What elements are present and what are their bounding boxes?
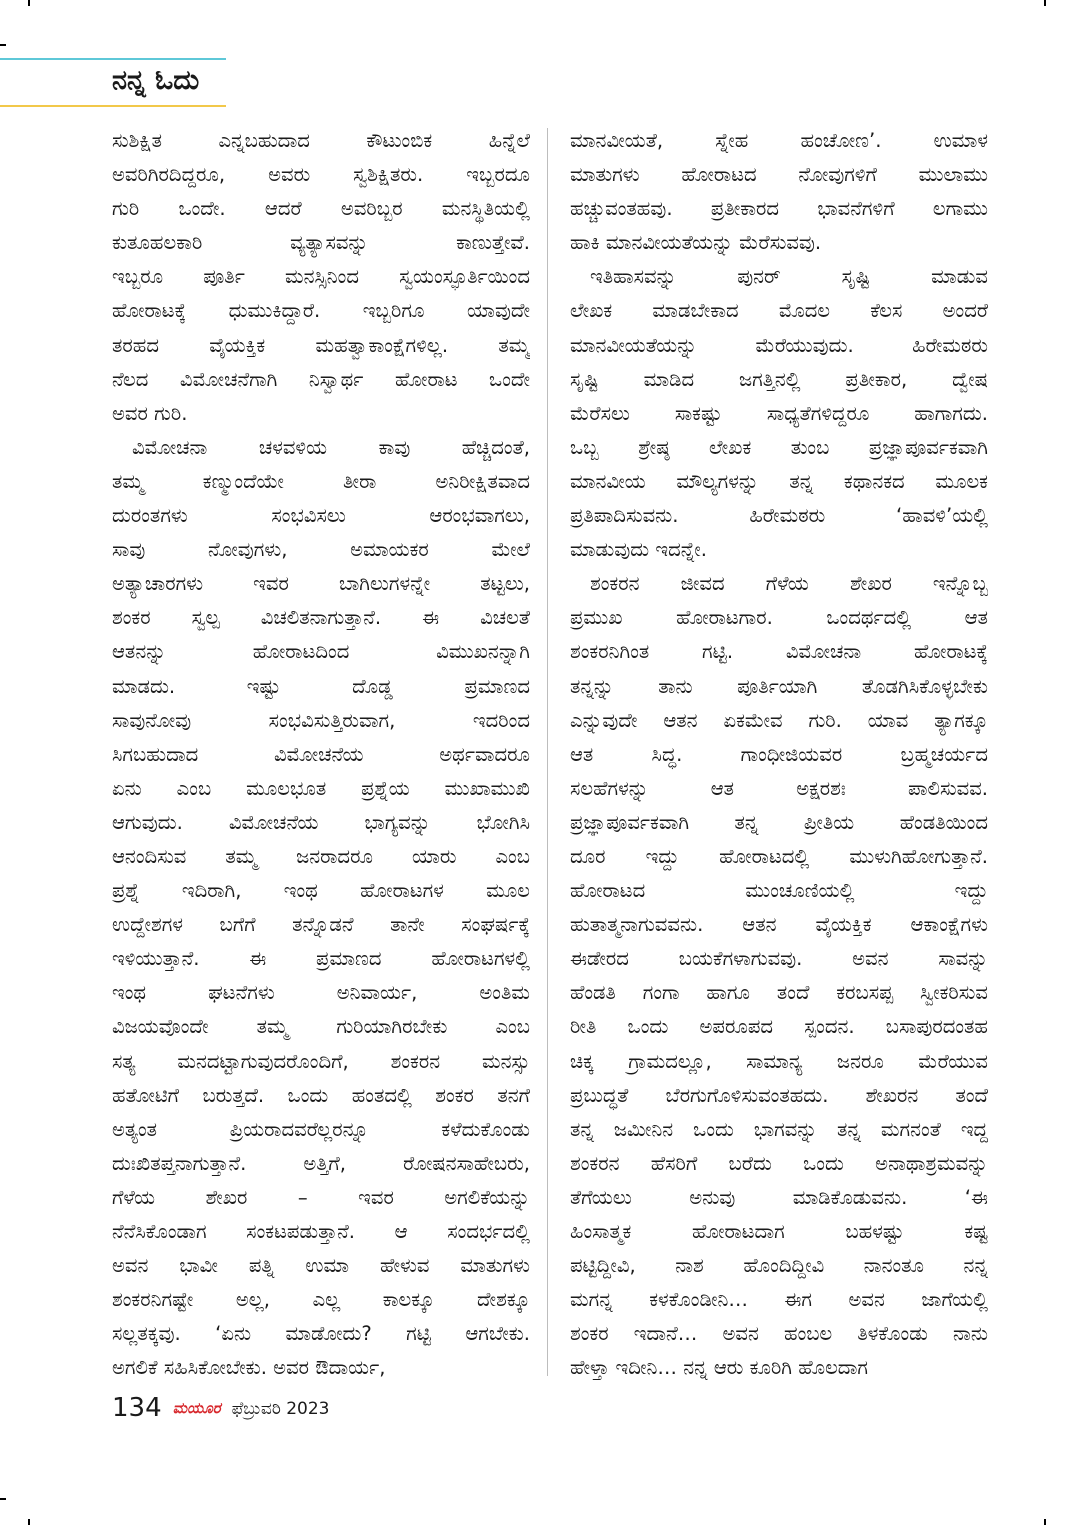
text-line: ಹಾಕಿ ಮಾನವೀಯತೆಯನ್ನು ಮೆರೆಸುವವು. xyxy=(570,231,822,255)
article-paragraph xyxy=(112,124,530,431)
crop-mark xyxy=(1044,1519,1046,1525)
text-line: ಆಗುವುದು. ವಿಮೋಚನೆಯ ಭಾಗ್ಯವನ್ನು ಭೋಗಿಸಿ xyxy=(112,810,530,834)
text-line: ಶಂಕರನ ಜೀವದ ಗೆಳೆಯ ಶೇಖರ ಇನ್ನೊಬ್ಬ xyxy=(590,572,988,596)
text-line: ಗೆಳೆಯ ಶೇಖರ – ಇವರ ಅಗಲಿಕೆಯನ್ನು xyxy=(112,1185,530,1209)
text-line: ಕುತೂಹಲಕಾರಿ ವ್ಯತ್ಯಾಸವನ್ನು ಕಾಣುತ್ತೇವೆ. xyxy=(112,231,530,255)
text-line: ಸಲ್ಲತಕ್ಕವು. ‘ಏನು ಮಾಡೋದು? ಗಟ್ಟಿ ಆಗಬೇಕು. xyxy=(112,1322,530,1346)
text-line: ಮಾನವೀಯ ಮೌಲ್ಯಗಳನ್ನು ತನ್ನ ಕಥಾನಕದ ಮೂಲಕ xyxy=(570,469,988,493)
page-footer xyxy=(112,1393,329,1427)
column-divider xyxy=(547,128,548,1376)
text-line: ಅತ್ಯಾಚಾರಗಳು ಇವರ ಬಾಗಿಲುಗಳನ್ನೇ ತಟ್ಟಲು, xyxy=(112,572,530,596)
magazine-logo: ಮಯೂರ xyxy=(172,1399,221,1417)
text-line: ಹೋರಾಟದ ಮುಂಚೂಣಿಯಲ್ಲಿ ಇದ್ದು xyxy=(570,879,988,903)
text-line: ರೀತಿ ಒಂದು ಅಪರೂಪದ ಸ್ಪಂದನ. ಬಸಾಪುರದಂತಹ xyxy=(570,1015,988,1039)
text-line: ಇತಿಹಾಸವನ್ನು ಪುನರ್ ಸೃಷ್ಟಿ ಮಾಡುವ xyxy=(590,265,988,289)
text-line: ಪ್ರಜ್ಞಾಪೂರ್ವಕವಾಗಿ ತನ್ನ ಪ್ರೀತಿಯ ಹೆಂಡತಿಯಿಂದ xyxy=(570,810,988,834)
text-line: ಗುರಿ ಒಂದೇ. ಆದರೆ ಅವರಿಬ್ಬರ ಮನಸ್ಥಿತಿಯಲ್ಲಿ xyxy=(112,197,530,221)
text-line: ಹೆಂಡತಿ ಗಂಗಾ ಹಾಗೂ ತಂದೆ ಕರಬಸಪ್ಪ ಸ್ವೀಕರಿಸುವ xyxy=(570,981,988,1005)
text-line: ವಿಮೋಚನಾ ಚಳವಳಿಯ ಕಾವು ಹೆಚ್ಚಿದಂತೆ, xyxy=(132,435,530,459)
text-line: ಪ್ರತಿಪಾದಿಸುವನು. ಹಿರೇಮಠರು ‘ಹಾವಳಿ’ಯಲ್ಲಿ xyxy=(570,504,988,528)
text-line: ಸಾವುನೋವು ಸಂಭವಿಸುತ್ತಿರುವಾಗ, ಇದರಿಂದ xyxy=(112,708,530,732)
text-line: ಸಾವು ನೋವುಗಳು, ಅಮಾಯಕರ ಮೇಲೆ xyxy=(112,538,530,562)
text-line: ತನ್ನ ಜಮೀನಿನ ಒಂದು ಭಾಗವನ್ನು ತನ್ನ ಮಗನಂತೆ ಇದ್ದ xyxy=(570,1117,988,1141)
crop-mark xyxy=(0,1498,6,1500)
text-line: ಒಬ್ಬ ಶ್ರೇಷ್ಠ ಲೇಖಕ ತುಂಬ ಪ್ರಜ್ಞಾಪೂರ್ವಕವಾಗಿ xyxy=(570,435,988,459)
text-line: ಶಂಕರನಿಗಷ್ಟೇ ಅಲ್ಲ, ಎಲ್ಲ ಕಾಲಕ್ಕೂ ದೇಶಕ್ಕೂ xyxy=(112,1288,530,1312)
text-line: ಪ್ರಮುಖ ಹೋರಾಟಗಾರ. ಒಂದರ್ಥದಲ್ಲಿ ಆತ xyxy=(570,606,988,630)
article-paragraph xyxy=(570,124,988,260)
text-line: ಹತೋಟಿಗೆ ಬರುತ್ತದೆ. ಒಂದು ಹಂತದಲ್ಲಿ ಶಂಕರ ತನಗೆ xyxy=(112,1083,530,1107)
text-line: ಉದ್ದೇಶಗಳ ಬಗೆಗೆ ತನ್ನೊಡನೆ ತಾನೇ ಸಂಘರ್ಷಕ್ಕೆ xyxy=(112,913,530,937)
text-line: ಇಂಥ ಘಟನೆಗಳು ಅನಿವಾರ್ಯ, ಅಂತಿಮ xyxy=(112,981,530,1005)
text-line: ಸಿಗಬಹುದಾದ ವಿಮೋಚನೆಯ ಅರ್ಥವಾದರೂ xyxy=(112,742,530,766)
article-paragraph xyxy=(112,431,530,1386)
text-line: ವಿಜಯವೊಂದೇ ತಮ್ಮ ಗುರಿಯಾಗಿರಬೇಕು ಎಂಬ xyxy=(112,1015,530,1039)
text-line: ಸಲಹೆಗಳನ್ನು ಆತ ಅಕ್ಷರಶಃ ಪಾಲಿಸುವವ. xyxy=(570,776,988,800)
crop-mark xyxy=(28,1519,30,1525)
text-line: ಹೇಳ್ತಾ ಇದೀನಿ… ನನ್ನ ಆರು ಕೂರಿಗಿ ಹೊಲದಾಗ xyxy=(570,1356,868,1380)
crop-mark xyxy=(0,44,6,46)
text-line: ಇಬ್ಬರೂ ಪೂರ್ತಿ ಮನಸ್ಸಿನಿಂದ ಸ್ವಯಂಸ್ಫೂರ್ತಿಯಿಂದ xyxy=(112,265,530,289)
text-line: ದುಃಖಿತಪ್ತನಾಗುತ್ತಾನೆ. ಅತ್ತಿಗೆ, ರೋಷನಸಾಹೇಬರು, xyxy=(112,1151,530,1175)
text-line: ಚಿಕ್ಕ ಗ್ರಾಮದಲ್ಲೂ, ಸಾಮಾನ್ಯ ಜನರೂ ಮೆರೆಯುವ xyxy=(570,1049,988,1073)
text-line: ಮಾನವೀಯತೆಯನ್ನು ಮೆರೆಯುವುದು. ಹಿರೇಮಠರು xyxy=(570,333,988,357)
text-line: ಸತ್ಯ ಮನದಟ್ಟಾಗುವುದರೊಂದಿಗೆ, ಶಂಕರನ ಮನಸ್ಸು xyxy=(112,1049,530,1073)
text-line: ದೂರ ಇದ್ದು ಹೋರಾಟದಲ್ಲಿ ಮುಳುಗಿಹೋಗುತ್ತಾನೆ. xyxy=(570,844,988,868)
text-line: ಲೇಖಕ ಮಾಡಬೇಕಾದ ಮೊದಲ ಕೆಲಸ ಅಂದರೆ xyxy=(570,299,988,323)
text-line: ತರಹದ ವೈಯಕ್ತಿಕ ಮಹತ್ವಾಕಾಂಕ್ಷೆಗಳಿಲ್ಲ. ತಮ್ಮ xyxy=(112,333,530,357)
text-line: ಮಾಡದು. ಇಷ್ಟು ದೊಡ್ಡ ಪ್ರಮಾಣದ xyxy=(112,674,530,698)
text-line: ಹಚ್ಚುವಂತಹವು. ಪ್ರತೀಕಾರದ ಭಾವನೆಗಳಿಗೆ ಲಗಾಮು xyxy=(570,197,988,221)
text-line: ತೆಗೆಯಲು ಅನುವು ಮಾಡಿಕೊಡುವನು. ‘ಈ xyxy=(570,1185,988,1209)
text-line: ಸೃಷ್ಟಿ ಮಾಡಿದ ಜಗತ್ತಿನಲ್ಲಿ ಪ್ರತೀಕಾರ, ದ್ವೇಷ xyxy=(570,367,988,391)
text-line: ಅತ್ಯಂತ ಪ್ರಿಯರಾದವರೆಲ್ಲರನ್ನೂ ಕಳೆದುಕೊಂಡು xyxy=(112,1117,530,1141)
text-line: ಈಡೇರದ ಬಯಕೆಗಳಾಗುವವು. ಅವನ ಸಾವನ್ನು xyxy=(570,947,988,971)
text-line: ಹೋರಾಟಕ್ಕೆ ಧುಮುಕಿದ್ದಾರೆ. ಇಬ್ಬರಿಗೂ ಯಾವುದೇ xyxy=(112,299,530,323)
crop-mark xyxy=(28,0,30,6)
text-line: ಶಂಕರ ಇದಾನೆ… ಅವನ ಹಂಬಲ ತಿಳಕೊಂಡು ನಾನು xyxy=(570,1322,988,1346)
issue-date: ಫೆಬ್ರುವರಿ 2023 xyxy=(231,1399,330,1419)
text-line: ಹಿಂಸಾತ್ಮಕ ಹೋರಾಟದಾಗ ಬಹಳಷ್ಟು ಕಷ್ಟ xyxy=(570,1220,988,1243)
crop-mark xyxy=(1044,0,1046,6)
page-number: 134 xyxy=(112,1393,162,1423)
text-line: ಮಾತುಗಳು ಹೋರಾಟದ ನೋವುಗಳಿಗೆ ಮುಲಾಮು xyxy=(570,163,988,187)
text-line: ಅವರಿಗಿರದಿದ್ದರೂ, ಅವರು ಸ್ವಶಿಕ್ಷಿತರು. ಇಬ್ಬರದೂ xyxy=(112,163,530,187)
text-line: ಹುತಾತ್ಮನಾಗುವವನು. ಆತನ ವೈಯಕ್ತಿಕ ಆಕಾಂಕ್ಷೆಗಳು xyxy=(570,913,988,937)
header-top-rule xyxy=(0,58,226,60)
text-line: ಆತ ಸಿದ್ಧ. ಗಾಂಧೀಜಿಯವರ ಬ್ರಹ್ಮಚರ್ಯದ xyxy=(570,742,988,766)
text-line: ಮಗನ್ನ ಕಳಕೊಂಡೀನಿ… ಈಗ ಅವನ ಜಾಗೆಯಲ್ಲಿ xyxy=(570,1288,988,1312)
text-line: ಮೆರೆಸಲು ಸಾಕಷ್ಟು ಸಾಧ್ಯತೆಗಳಿದ್ದರೂ ಹಾಗಾಗದು. xyxy=(570,401,988,425)
section-header xyxy=(0,58,228,108)
text-line: ಪ್ರಬುದ್ಧತೆ ಬೆರಗುಗೊಳಿಸುವಂತಹದು. ಶೇಖರನ ತಂದೆ xyxy=(570,1083,988,1107)
text-line: ದುರಂತಗಳು ಸಂಭವಿಸಲು ಆರಂಭವಾಗಲು, xyxy=(112,504,530,528)
right-text-column xyxy=(570,124,988,1385)
text-line: ತಮ್ಮ ಕಣ್ಮುಂದೆಯೇ ತೀರಾ ಅನಿರೀಕ್ಷಿತವಾದ xyxy=(112,469,530,493)
left-text-column xyxy=(112,124,530,1385)
text-line: ಏನು ಎಂಬ ಮೂಲಭೂತ ಪ್ರಶ್ನೆಯ ಮುಖಾಮುಖಿ xyxy=(112,776,530,800)
text-line: ಮಾಡುವುದು ಇದನ್ನೇ. xyxy=(570,538,707,562)
article-paragraph xyxy=(570,567,988,1385)
text-line: ಪಟ್ಟಿದ್ದೀವಿ, ನಾಶ ಹೊಂದಿದ್ದೀವಿ ನಾನಂತೂ ನನ್ನ xyxy=(570,1254,988,1278)
text-line: ನೆನೆಸಿಕೊಂಡಾಗ ಸಂಕಟಪಡುತ್ತಾನೆ. ಆ ಸಂದರ್ಭದಲ್ಲಿ xyxy=(112,1220,530,1243)
header-bottom-rule xyxy=(0,105,226,107)
text-line: ಶಂಕರನ ಹೆಸರಿಗೆ ಬರೆದು ಒಂದು ಅನಾಥಾಶ್ರಮವನ್ನು xyxy=(570,1151,988,1175)
text-line: ಎನ್ನುವುದೇ ಆತನ ಏಕಮೇವ ಗುರಿ. ಯಾವ ತ್ಯಾಗಕ್ಕೂ xyxy=(570,708,988,732)
text-line: ತನ್ನನ್ನು ತಾನು ಪೂರ್ತಿಯಾಗಿ ತೊಡಗಿಸಿಕೊಳ್ಳಬೇಕು xyxy=(570,674,988,698)
text-line: ಅವರ ಗುರಿ. xyxy=(112,401,188,425)
section-title: ನನ್ನ ಓದು xyxy=(112,65,200,96)
text-line: ಆನಂದಿಸುವ ತಮ್ಮ ಜನರಾದರೂ ಯಾರು ಎಂಬ xyxy=(112,844,530,868)
text-line: ಶಂಕರ ಸ್ವಲ್ಪ ವಿಚಲಿತನಾಗುತ್ತಾನೆ. ಈ ವಿಚಲತೆ xyxy=(112,606,530,630)
text-line: ಮಾನವೀಯತೆ, ಸ್ನೇಹ ಹಂಚೋಣ’. ಉಮಾಳ xyxy=(570,129,988,152)
text-line: ಇಳಿಯುತ್ತಾನೆ. ಈ ಪ್ರಮಾಣದ ಹೋರಾಟಗಳಲ್ಲಿ xyxy=(112,947,530,971)
text-line: ಅಗಲಿಕೆ ಸಹಿಸಿಕೋಬೇಕು. ಅವರ ಔದಾರ್ಯ, xyxy=(112,1356,386,1380)
text-line: ಆತನನ್ನು ಹೋರಾಟದಿಂದ ವಿಮುಖನನ್ನಾಗಿ xyxy=(112,640,530,664)
text-line: ಅವನ ಭಾವೀ ಪತ್ನಿ ಉಮಾ ಹೇಳುವ ಮಾತುಗಳು xyxy=(112,1254,530,1278)
text-line: ಶಂಕರನಿಗಿಂತ ಗಟ್ಟಿ. ವಿಮೋಚನಾ ಹೋರಾಟಕ್ಕೆ xyxy=(570,640,988,664)
text-line: ಸುಶಿಕ್ಷಿತ ಎನ್ನಬಹುದಾದ ಕೌಟುಂಬಿಕ ಹಿನ್ನೆಲೆ xyxy=(112,129,530,152)
text-line: ನೆಲದ ವಿಮೋಚನೆಗಾಗಿ ನಿಸ್ವಾರ್ಥ ಹೋರಾಟ ಒಂದೇ xyxy=(112,367,530,391)
article-paragraph xyxy=(570,260,988,567)
text-line: ಪ್ರಶ್ನೆ ಇದಿರಾಗಿ, ಇಂಥ ಹೋರಾಟಗಳ ಮೂಲ xyxy=(112,879,530,903)
